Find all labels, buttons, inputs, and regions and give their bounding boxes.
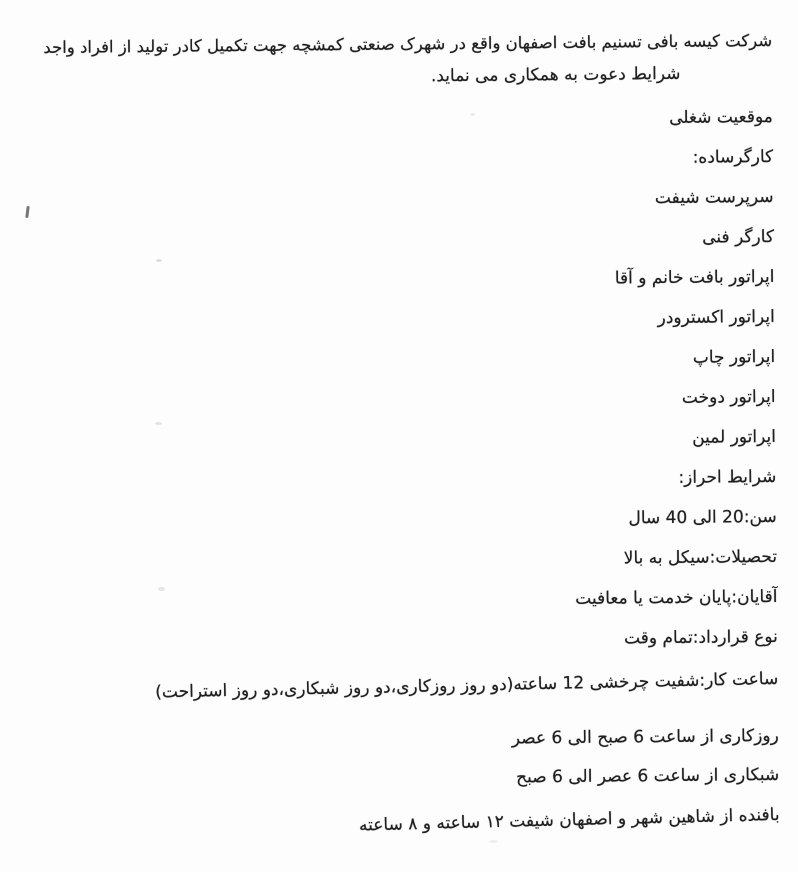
intro-line-2: شرایط دعوت به همکاری می نماید.: [430, 63, 681, 87]
position-item-technical-worker: کارگر فنی: [702, 226, 775, 248]
section-title-requirements: شرایط احراز:: [678, 466, 777, 488]
section-title-positions: موقعیت شغلی: [669, 106, 773, 128]
requirement-day-shift: روزکاری از ساعت 6 صبح الی 6 عصر: [511, 725, 779, 749]
position-item-lamination-operator: اپراتور لمین: [692, 426, 777, 448]
position-item-print-operator: اپراتور چاپ: [692, 346, 776, 368]
requirement-education: تحصیلات:سیکل به بالا: [623, 546, 778, 569]
requirement-night-shift: شبکاری از ساعت 6 عصر الی 6 صبح: [516, 764, 780, 788]
position-item-sewing-operator: اپراتور دوخت: [681, 386, 776, 408]
requirement-weaver-shifts: بافنده از شاهین شهر و اصفهان شیفت ۱۲ ساعته و ۸ ساعته: [358, 804, 780, 836]
intro-line-1: شرکت کیسه بافی تسنیم بافت اصفهان واقع در شهرک صنعتی کمشچه جهت تکمیل کادر تولید از افراد واجد: [43, 30, 773, 57]
position-item-weaving-operator: اپراتور بافت خانم و آقا: [614, 266, 775, 289]
requirement-contract-type: نوع قرارداد:تمام وقت: [623, 626, 778, 649]
position-item-extruder-operator: اپراتور اکسترودر: [657, 306, 775, 329]
requirement-working-hours: ساعت کار:شفیت چرخشی 12 ساعته(دو روز روزکاری،دو روز شبکاری،دو روز استراحت): [155, 668, 779, 703]
requirement-age: سن:20 الی 40 سال: [628, 506, 777, 529]
requirement-military-service: آقایان:پایان خدمت یا معافیت: [575, 586, 778, 609]
job-ad-document: [6, 28, 780, 849]
position-item-simple-worker: کارگرساده:: [692, 146, 774, 168]
position-item-shift-supervisor: سرپرست شیفت: [654, 186, 774, 209]
